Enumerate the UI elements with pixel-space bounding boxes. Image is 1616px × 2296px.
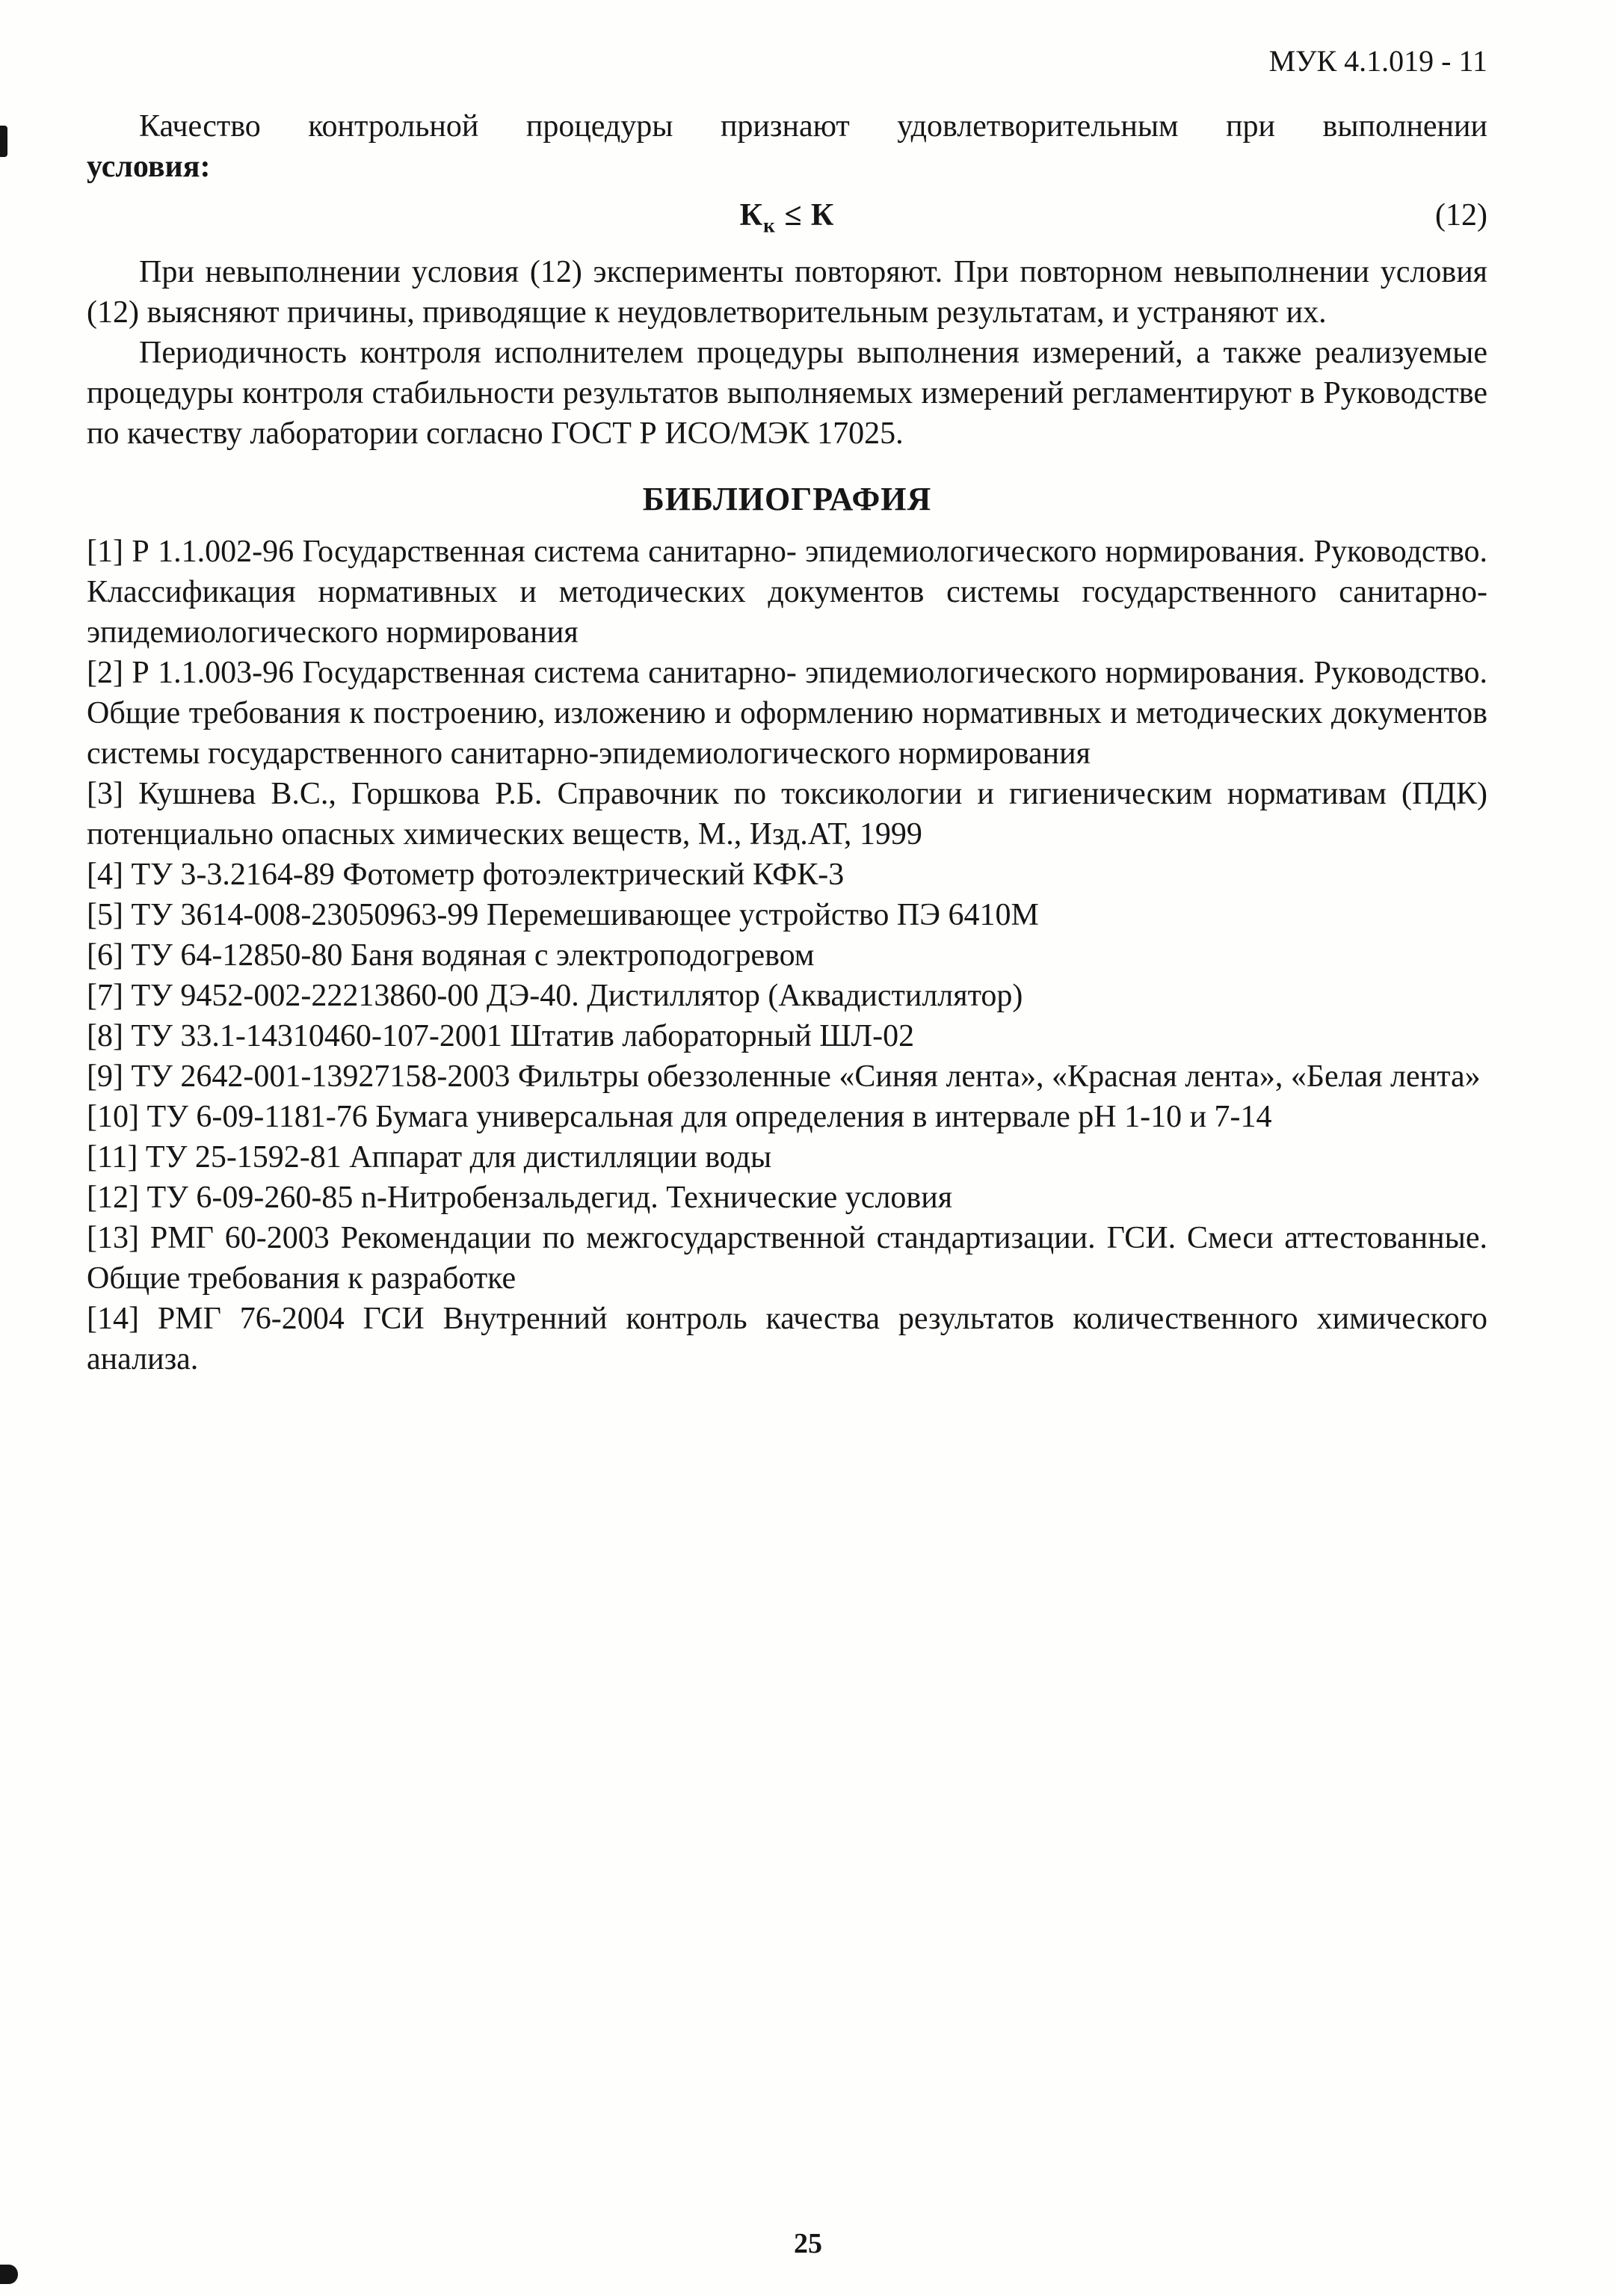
page-content: [87, 43, 1487, 1379]
bibliography-entry-4: [87, 855, 1487, 895]
entry-ref: [1]: [87, 535, 123, 570]
bibliography-entry-1: [87, 532, 1487, 653]
entry-ref: [8]: [87, 1019, 123, 1054]
entry-ref: [9]: [87, 1059, 123, 1095]
bibliography-entry-3: [87, 774, 1487, 855]
entry-text: ТУ 3614-008-23050963-99 Перемешивающее устройство ПЭ 6410М: [131, 898, 1039, 933]
entry-text: Р 1.1.003-96 Государственная система санитарно- эпидемиологического нормирования. Руководство. Общие требования к построению, изложению и оформлению нормативных и методических документов системы государственного санитарно-эпидемиологического нормирования: [87, 656, 1488, 772]
entry-text: ТУ 6-09-1181-76 Бумага универсальная для определения в интервале рН 1-10 и 7-14: [147, 1100, 1272, 1135]
bibliography-entry-10: [87, 1097, 1487, 1137]
entry-text: ТУ 3-3.2164-89 Фотометр фотоэлектрический КФК-3: [131, 858, 845, 893]
formula-rhs: ≤ К: [775, 198, 835, 233]
entry-ref: [12]: [87, 1181, 139, 1216]
body-paragraph-1: При невыполнении условия (12) эксперименты повторяют. При повторном невыполнении условия (12) выясняют причины, приводящие к неудовлетворительным результатам, и устраняют их.: [87, 255, 1487, 330]
entry-ref: [2]: [87, 656, 123, 691]
bibliography-entry-8: [87, 1016, 1487, 1056]
entry-ref: [7]: [87, 979, 123, 1014]
equation-number: (12): [1435, 198, 1487, 233]
bibliography-entry-11: [87, 1137, 1487, 1178]
entry-ref: [5]: [87, 898, 123, 933]
entry-text: Кушнева В.С., Горшкова Р.Б. Справочник по токсикологии и гигиеническим нормативам (ПДК) потенциально опасных химических веществ, М., Изд.АТ, 1999: [87, 777, 1487, 852]
scan-artifact-top-left: [0, 126, 7, 157]
formula-expression: [739, 198, 835, 237]
formula-row: [87, 194, 1487, 246]
intro-condition-label: условия:: [87, 150, 211, 184]
entry-ref: [10]: [87, 1100, 139, 1135]
bibliography-entry-2: [87, 653, 1487, 774]
entry-ref: [13]: [87, 1221, 139, 1256]
bibliography-entry-7: [87, 976, 1487, 1016]
entry-ref: [11]: [87, 1140, 138, 1175]
intro-line-1: Качество контрольной процедуры признают удовлетворительным при выполнении: [139, 109, 1487, 144]
bibliography-entry-6: [87, 935, 1487, 976]
scan-artifact-bottom-left: [0, 2265, 18, 2284]
entry-ref: [14]: [87, 1302, 139, 1337]
bibliography-entry-5: [87, 895, 1487, 935]
page-number: 25: [794, 2228, 822, 2259]
bibliography-entry-13: [87, 1218, 1487, 1299]
bibliography-entry-12: [87, 1178, 1487, 1218]
entry-ref: [3]: [87, 777, 123, 812]
doc-code: МУК 4.1.019 - 11: [1268, 44, 1487, 78]
entry-text: Р 1.1.002-96 Государственная система санитарно- эпидемиологического нормирования. Руководство. Классификация нормативных и методических документов системы государственного санитарно-эпидемиологического нормирования: [87, 535, 1488, 650]
entry-text: ТУ 6-09-260-85 n-Нитробензальдегид. Технические условия: [147, 1181, 953, 1216]
entry-ref: [6]: [87, 938, 123, 973]
bibliography-entry-14: [87, 1299, 1487, 1379]
entry-text: ТУ 9452-002-22213860-00 ДЭ-40. Дистиллятор (Аквадистиллятор): [131, 979, 1023, 1014]
entry-text: ТУ 64-12850-80 Баня водяная с электроподогревом: [131, 938, 815, 973]
entry-text: РМГ 60-2003 Рекомендации по межгосударственной стандартизации. ГСИ. Смеси аттестованные. Общие требования к разработке: [87, 1221, 1487, 1296]
formula-subscript: к: [763, 214, 776, 237]
entry-text: ТУ 2642-001-13927158-2003 Фильтры обеззоленные «Синяя лента», «Красная лента», «Белая лента»: [131, 1059, 1481, 1095]
body-paragraph-2: Периодичность контроля исполнителем процедуры выполнения измерений, а также реализуемые процедуры контроля стабильности результатов выполняемых измерений регламентируют в Руководстве по качеству лаборатории согласно ГОСТ Р ИСО/МЭК 17025.: [87, 336, 1487, 452]
entry-ref: [4]: [87, 858, 123, 893]
entry-text: РМГ 76-2004 ГСИ Внутренний контроль качества результатов количественного химического анализа.: [87, 1302, 1488, 1377]
entry-text: ТУ 25-1592-81 Аппарат для дистилляции воды: [145, 1140, 772, 1175]
bibliography-entry-9: [87, 1056, 1487, 1097]
bibliography-title: БИБЛИОГРАФИЯ: [642, 481, 932, 518]
formula-lhs: К: [739, 198, 764, 233]
entry-text: ТУ 33.1-14310460-107-2001 Штатив лабораторный ШЛ-02: [131, 1019, 915, 1054]
